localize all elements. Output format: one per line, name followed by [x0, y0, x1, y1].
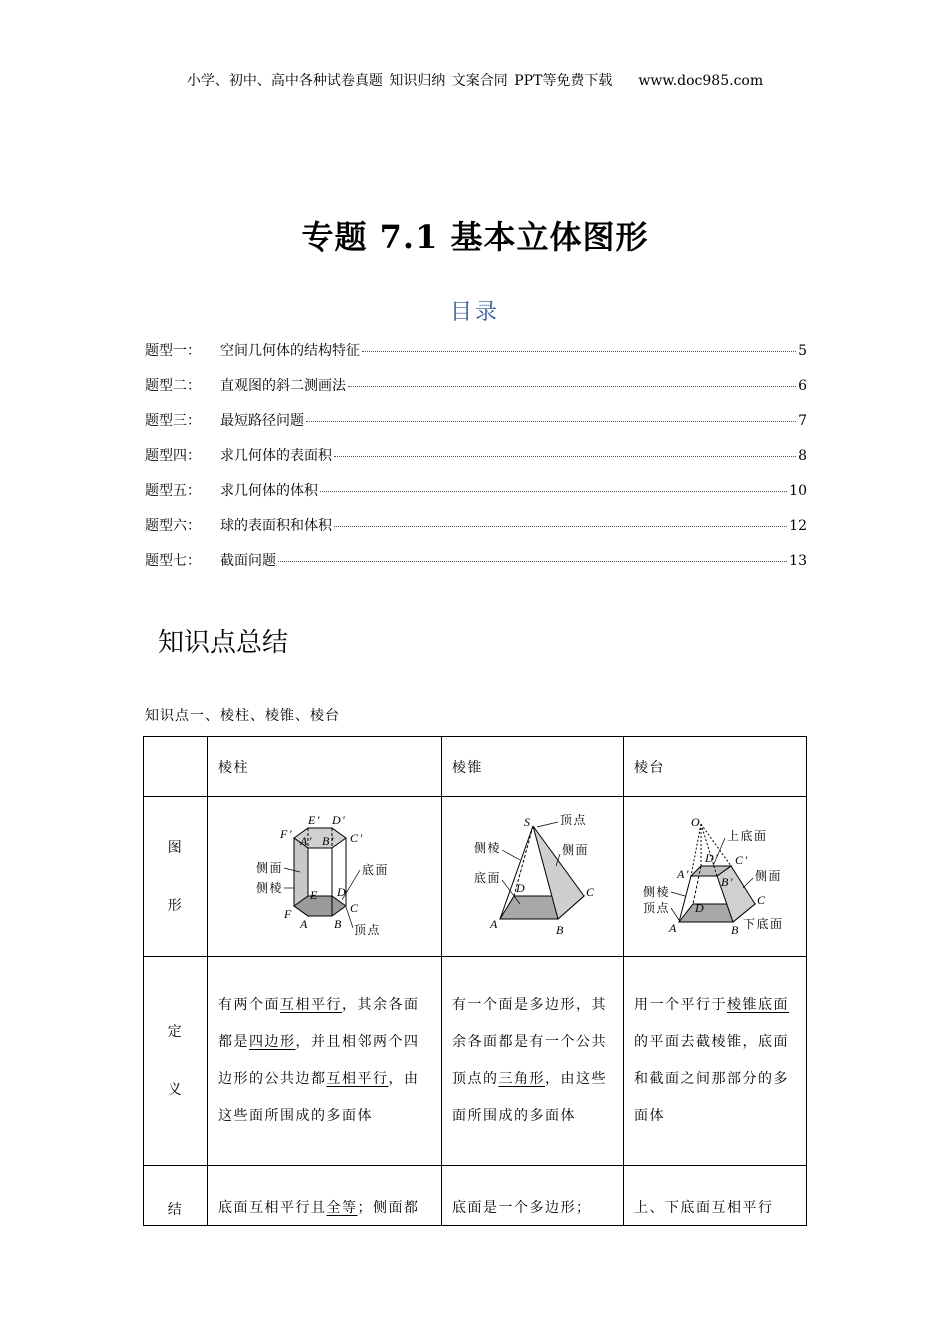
- header-site[interactable]: www.doc985.com: [638, 73, 764, 89]
- row-label-char: 结: [167, 1201, 184, 1218]
- pyramid-label: B: [555, 923, 565, 937]
- text-segment: ，并且相邻两个四边形的公共边都: [218, 1034, 420, 1087]
- prism-figure: [250, 814, 400, 939]
- text-segment: ，由这些面所围成的多面体: [452, 1071, 607, 1124]
- prism-label: 侧面: [255, 861, 283, 875]
- pyramid-label: S: [523, 815, 531, 829]
- toc-item-page: 6: [798, 378, 807, 394]
- text-segment: ；侧面都: [357, 1199, 420, 1216]
- toc-item-page: 5: [798, 343, 807, 359]
- toc-item[interactable]: [145, 550, 807, 585]
- prism-label: D: [336, 885, 347, 899]
- prism-label: E′: [307, 814, 321, 827]
- text-segment: 上、下底面互相平行: [634, 1199, 774, 1216]
- underlined-term: 四边形: [249, 1034, 296, 1050]
- pyramid-label: A: [489, 917, 499, 931]
- text-segment: 有一个面是多边形，其余各面都是有一个公共顶点的: [452, 997, 607, 1087]
- frustum-label: B: [731, 923, 740, 937]
- toc-item[interactable]: [145, 340, 807, 375]
- toc-item[interactable]: [145, 480, 807, 515]
- toc-dot-leader: [306, 421, 796, 422]
- section-title: 知识点总结: [158, 628, 289, 658]
- toc-dot-leader: [320, 491, 787, 492]
- frustum-structure: [624, 1166, 807, 1226]
- text-segment: 用一个平行于: [634, 997, 727, 1013]
- pyramid-definition: [442, 957, 624, 1166]
- page-title: 专题 7.1 基本立体图形: [301, 218, 649, 256]
- col-head-pyramid: 棱锥: [442, 737, 624, 797]
- toc-item[interactable]: [145, 445, 807, 480]
- toc-item-page: 7: [798, 413, 807, 429]
- toc-item-text: 直观图的斜二测画法: [220, 378, 346, 394]
- prism-label: A′: [299, 834, 313, 848]
- table-of-contents: [145, 340, 807, 585]
- pyramid-structure: [442, 1166, 624, 1226]
- pyramid-label: 侧棱: [473, 841, 501, 855]
- col-head-frustum: 棱台: [624, 737, 807, 797]
- row-label-char: 定: [167, 1024, 184, 1040]
- toc-dot-leader: [278, 561, 787, 562]
- toc-item-label: 题型六：: [145, 518, 201, 534]
- toc-dot-leader: [334, 526, 787, 527]
- toc-item-text: 求几何体的体积: [220, 483, 318, 499]
- knowledge-point-title: 知识点一、棱柱、棱锥、棱台: [145, 708, 340, 724]
- col-head-prism: 棱柱: [208, 737, 442, 797]
- frustum-label: C′: [735, 853, 749, 867]
- frustum-label: A′: [677, 867, 690, 881]
- prism-label: C: [349, 901, 360, 915]
- pyramid-label: D: [515, 881, 526, 895]
- text-segment: ，其余各面都是: [218, 997, 420, 1050]
- prism-label: F′: [279, 827, 293, 841]
- leader-line: [743, 878, 753, 888]
- pyramid-label: 顶点: [559, 814, 587, 827]
- pyramid-label: C: [585, 885, 596, 899]
- prism-label: 底面: [361, 863, 389, 877]
- row-label-figure: [144, 797, 208, 957]
- frustum-label: D′: [705, 851, 720, 865]
- frustum-label: O: [691, 815, 702, 829]
- row-label-char: 义: [167, 1082, 184, 1098]
- toc-item-text: 球的表面积和体积: [220, 518, 332, 534]
- toc-dot-leader: [348, 386, 796, 387]
- toc-item-text: 最短路径问题: [220, 413, 304, 429]
- pyramid-label: 侧面: [561, 843, 589, 857]
- prism-figure-cell: [208, 797, 442, 957]
- knowledge-table: [143, 736, 807, 1226]
- prism-label: B: [333, 917, 343, 931]
- leader-line: [671, 892, 685, 896]
- header-text: 小学、初中、高中各种试卷真题 知识归纳 文案合同 PPT等免费下载: [186, 73, 613, 89]
- leader-line: [671, 908, 679, 920]
- page-header: [0, 70, 950, 90]
- toc-item-label: 题型七：: [145, 553, 201, 569]
- leader-line: [537, 822, 558, 827]
- toc-item-label: 题型一：: [145, 343, 201, 359]
- toc-item-page: 12: [789, 518, 807, 534]
- underlined-term: 棱锥底面: [727, 997, 789, 1013]
- text-segment: 底面是一个多边形；: [452, 1199, 592, 1216]
- toc-item-text: 求几何体的表面积: [220, 448, 332, 464]
- toc-item-page: 13: [789, 553, 807, 569]
- frustum-definition: [624, 957, 807, 1166]
- frustum-label: 顶点: [643, 901, 671, 915]
- pyramid-label: 底面: [473, 871, 501, 885]
- frustum-label: 下底面: [743, 917, 784, 931]
- definition-row: [144, 957, 807, 1166]
- underlined-term: 三角形: [498, 1071, 545, 1087]
- frustum-figure: [635, 814, 795, 939]
- text-segment: ，由这些面所围成的多面体: [218, 1071, 420, 1124]
- text-segment: 有两个面: [218, 997, 280, 1013]
- pyramid-figure-cell: [442, 797, 624, 957]
- prism-label: C′: [349, 831, 364, 845]
- toc-heading: 目录: [449, 300, 500, 325]
- frustum-label: B′: [721, 875, 734, 889]
- prism-label: E: [309, 888, 319, 902]
- toc-item[interactable]: [145, 515, 807, 550]
- table-header-row: [144, 737, 807, 797]
- toc-item-page: 10: [789, 483, 807, 499]
- leader-line: [502, 850, 520, 860]
- toc-item-text: 截面问题: [220, 553, 276, 569]
- toc-item-label: 题型三：: [145, 413, 201, 429]
- toc-item-text: 空间几何体的结构特征: [220, 343, 360, 359]
- frustum-label: 侧面: [755, 869, 783, 883]
- toc-item-label: 题型四：: [145, 448, 201, 464]
- pyramid-figure: [458, 814, 608, 939]
- text-segment: 的平面去截棱锥，底面和截面之间那部分的多面体: [634, 1034, 789, 1124]
- figure-row: [144, 797, 807, 957]
- prism-label: 顶点: [353, 923, 381, 937]
- toc-item-label: 题型五：: [145, 483, 201, 499]
- frustum-label: 上底面: [727, 829, 768, 843]
- prism-label: 侧棱: [255, 881, 283, 895]
- prism-label: F: [283, 907, 293, 921]
- prism-label: B′: [321, 834, 335, 848]
- row-label-char: 形: [167, 897, 184, 914]
- corner-cell: [144, 737, 208, 797]
- toc-item[interactable]: [145, 410, 807, 445]
- toc-item-page: 8: [798, 448, 807, 464]
- toc-item-label: 题型二：: [145, 378, 201, 394]
- underlined-term: 全等: [326, 1199, 358, 1216]
- frustum-label: 侧棱: [643, 885, 671, 899]
- text-segment: 底面互相平行且: [218, 1199, 327, 1216]
- toc-dot-leader: [362, 351, 796, 352]
- prism-label: A: [299, 917, 309, 931]
- structure-row: [144, 1166, 807, 1226]
- toc-dot-leader: [334, 456, 796, 457]
- prism-label: D′: [331, 814, 346, 827]
- frustum-label: D: [695, 901, 706, 915]
- underlined-term: 互相平行: [280, 997, 342, 1013]
- frustum-figure-cell: [624, 797, 807, 957]
- underlined-term: 互相平行: [326, 1071, 389, 1087]
- frustum-label: A: [669, 921, 678, 935]
- row-label-definition: [144, 957, 208, 1166]
- prism-structure: [208, 1166, 442, 1226]
- row-label-structure: [144, 1166, 208, 1226]
- toc-item[interactable]: [145, 375, 807, 410]
- prism-definition: [208, 957, 442, 1166]
- row-label-char: 图: [167, 839, 184, 856]
- frustum-label: C: [757, 893, 767, 907]
